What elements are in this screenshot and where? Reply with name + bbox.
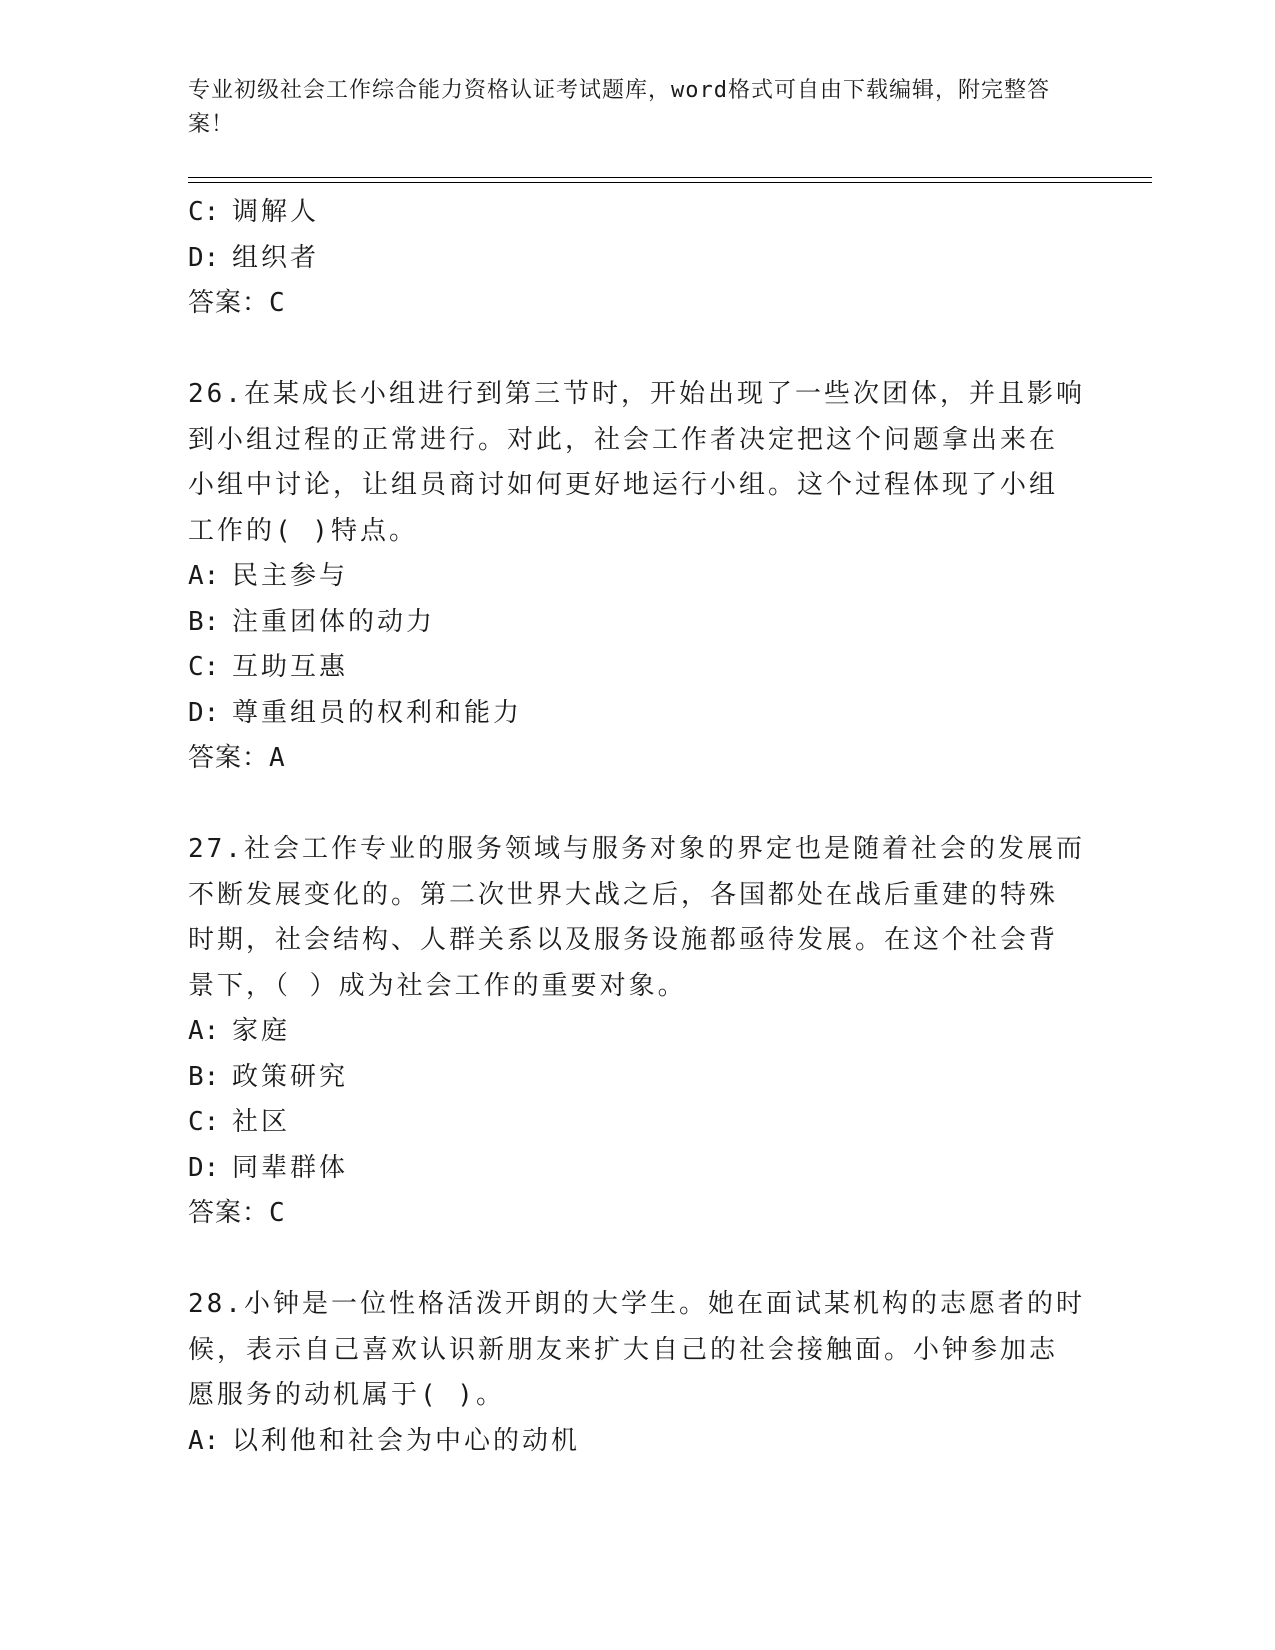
option-d [188,691,1088,737]
question-line: 到小组过程的正常进行。对此，社会工作者决定把这个问题拿出来在 [188,424,1059,455]
option-key: D: [188,697,220,728]
question-26 [188,372,1088,782]
option-key: D: [188,1152,220,1183]
answer-value: C [269,288,288,318]
option-key: C: [188,652,220,682]
answer-value: C [269,1198,288,1228]
option-text: 社区 [232,1107,291,1137]
option-key: B: [188,606,220,637]
question-line: 28.小钟是一位性格活泼开朗的大学生。她在面试某机构的志愿者的时 [188,1289,1085,1319]
question-27 [188,827,1088,1237]
option-text: 互助互惠 [232,652,349,682]
option-key: A: [188,1016,220,1046]
option-text: 家庭 [232,1016,291,1046]
question-line: 景下，（ ）成为社会工作的重要对象。 [188,970,687,1001]
option-d [188,236,1088,282]
option-text: 注重团体的动力 [232,606,436,637]
question-line: 26.在某成长小组进行到第三节时，开始出现了一些次团体，并且影响 [188,379,1085,409]
option-text: 调解人 [232,197,320,227]
option-c [188,190,1088,236]
option-key: B: [188,1061,220,1092]
option-a [188,1419,1088,1465]
answer-label: 答案： [188,1198,270,1228]
option-key: D: [188,242,220,273]
option-key: C: [188,197,220,227]
question-28 [188,1282,1088,1464]
option-text: 政策研究 [232,1061,349,1092]
option-text: 尊重组员的权利和能力 [232,697,523,728]
option-text: 组织者 [232,242,320,273]
answer-label: 答案： [188,288,270,318]
answer-label: 答案： [188,743,270,773]
option-b [188,600,1088,646]
option-key: A: [188,1425,220,1456]
question-line: 时期，社会结构、人群关系以及服务设施都亟待发展。在这个社会背 [188,925,1059,955]
answer-line [188,281,1088,327]
answer-line [188,736,1088,782]
option-text: 以利他和社会为中心的动机 [232,1425,581,1456]
question-line: 愿服务的动机属于( )。 [188,1380,505,1410]
option-key: C: [188,1107,220,1137]
document-body [188,190,1088,1464]
question-line: 工作的( )特点。 [188,515,418,546]
page-header: 专业初级社会工作综合能力资格认证考试题库，word格式可自由下载编辑，附完整答案！ [188,78,1050,137]
answer-line [188,1191,1088,1237]
option-a [188,1009,1088,1055]
header-divider [188,177,1152,183]
option-text: 同辈群体 [232,1152,349,1183]
option-a [188,554,1088,600]
option-text: 民主参与 [232,561,349,591]
answer-value: A [269,743,288,773]
option-b [188,1055,1088,1101]
question-line: 候，表示自己喜欢认识新朋友来扩大自己的社会接触面。小钟参加志 [188,1334,1059,1365]
option-c [188,1100,1088,1146]
question-line: 小组中讨论，让组员商讨如何更好地运行小组。这个过程体现了小组 [188,470,1059,500]
question-25-fragment [188,190,1088,327]
option-d [188,1146,1088,1192]
question-line: 不断发展变化的。第二次世界大战之后，各国都处在战后重建的特殊 [188,879,1059,910]
option-c [188,645,1088,691]
option-key: A: [188,561,220,591]
question-line: 27.社会工作专业的服务领域与服务对象的界定也是随着社会的发展而 [188,834,1085,864]
